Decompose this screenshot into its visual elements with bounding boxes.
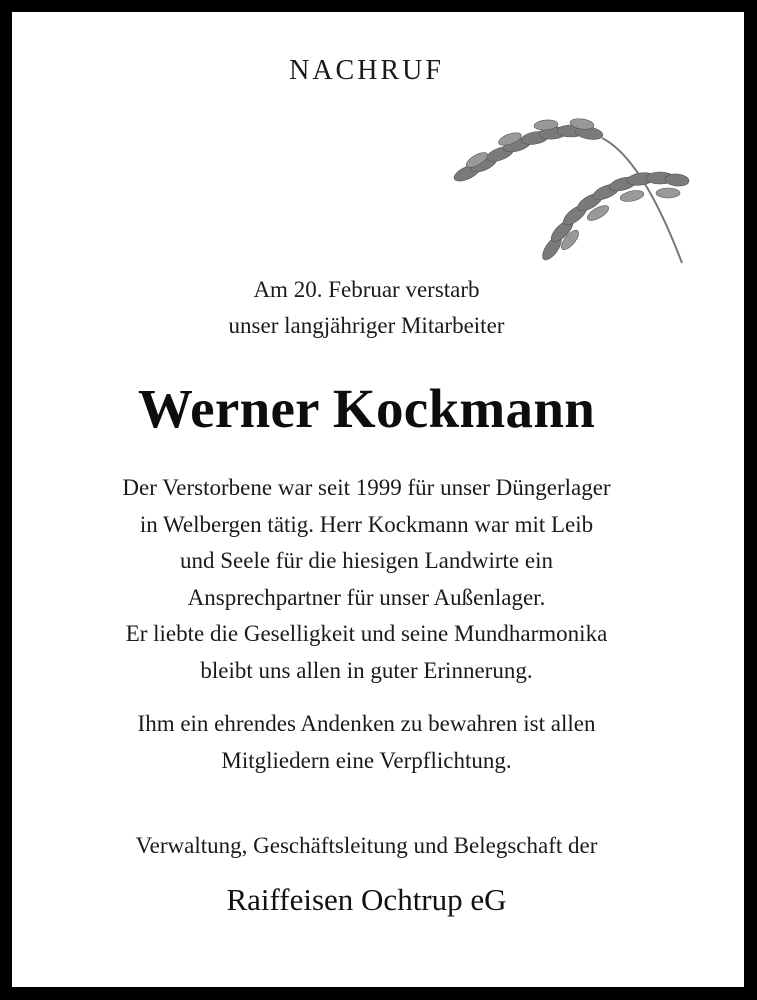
body-text bbox=[0, 470, 745, 689]
closing-line: Ihm ein ehrendes Andenken zu bewahren ist allen bbox=[137, 711, 596, 736]
intro-text bbox=[0, 272, 745, 344]
heading: NACHRUF bbox=[289, 55, 444, 86]
body-line: und Seele für die hiesigen Landwirte ein bbox=[180, 548, 553, 573]
signature-line: Verwaltung, Geschäftsleitung und Belegschaft der bbox=[135, 833, 598, 858]
intro-line: unser langjähriger Mitarbeiter bbox=[228, 313, 505, 338]
intro-line: Am 20. Februar verstarb bbox=[253, 277, 480, 302]
body-line: in Welbergen tätig. Herr Kockmann war mit Leib bbox=[139, 511, 594, 537]
body-line: Der Verstorbene war seit 1999 für unser Düngerlager bbox=[122, 475, 611, 500]
organization-name: Raiffeisen Ochtrup eG bbox=[226, 882, 507, 917]
closing-text bbox=[0, 706, 745, 779]
body-line: Ansprechpartner für unser Außenlager. bbox=[187, 584, 546, 610]
closing-line: Mitgliedern eine Verpflichtung. bbox=[221, 747, 512, 773]
body-line: Er liebte die Geselligkeit und seine Mundharmonika bbox=[125, 621, 608, 646]
body-line: bleibt uns allen in guter Erinnerung. bbox=[200, 657, 533, 683]
wheat-icon bbox=[442, 98, 692, 278]
deceased-name: Werner Kockmann bbox=[137, 378, 596, 439]
